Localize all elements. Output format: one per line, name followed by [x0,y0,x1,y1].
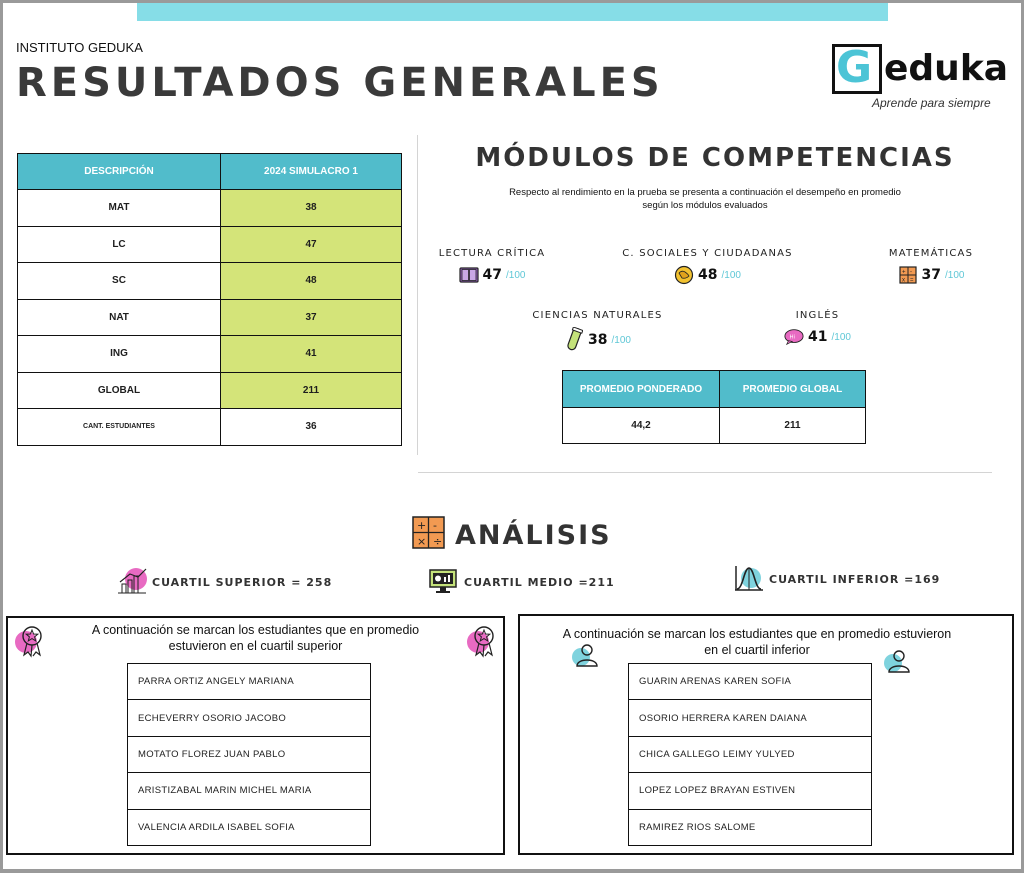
module-score-value: 38 [588,332,608,348]
test-tube-icon [564,327,584,353]
quartile-lower [733,564,940,595]
averages-table [562,370,866,444]
top-accent-bar [137,3,888,21]
table-row [629,773,872,809]
table-row [18,226,402,263]
svg-text:÷: ÷ [433,535,443,548]
module-score [610,265,805,285]
modules-description: Respecto al rendimiento en la prueba se presenta a continuación el desempeño en promedio según los módulos evaluados [509,187,901,211]
student-name: ECHEVERRY OSORIO JACOBO [128,700,371,736]
logo-word: eduka [884,48,1009,89]
column-header-global: PROMEDIO GLOBAL [720,371,866,408]
row-value: 36 [221,409,402,446]
weighted-average-value: 44,2 [563,408,720,444]
table-row [18,299,402,336]
upper-box-text: A continuación se marcan los estudiantes que en promedio estuvieron en el cuartil superior [91,623,420,653]
calculator-icon [412,516,445,554]
student-name: OSORIO HERRERA KAREN DAIANA [629,700,872,736]
table-header-row [563,371,866,408]
lower-box-text: A continuación se marcan los estudiantes que en promedio estuvieron en el cuartil inferior [562,627,952,657]
calculator-icon [898,265,918,285]
table-row [128,809,371,845]
monitor-chart-icon [428,568,460,597]
table-row [18,190,402,227]
svg-text:=: = [909,277,914,284]
table-row [128,700,371,736]
module-score [880,265,982,285]
module-matematicas [880,248,982,285]
student-name: RAMIREZ RIOS SALOME [629,809,872,845]
horizontal-divider [418,472,992,473]
upper-students-table [127,663,371,846]
module-ciencias-naturales [525,310,670,353]
globe-icon [674,265,694,285]
award-badge-icon [14,624,44,663]
row-value: 47 [221,226,402,263]
row-description: NAT [18,299,221,336]
table-header-row [18,154,402,190]
module-label: CIENCIAS NATURALES [532,310,663,321]
award-badge-icon [466,624,496,663]
user-icon [882,648,912,679]
module-score [770,327,865,347]
student-name: VALENCIA ARDILA ISABEL SOFIA [128,809,371,845]
column-header-weighted: PROMEDIO PONDERADO [563,371,720,408]
student-name: LOPEZ LOPEZ BRAYAN ESTIVEN [629,773,872,809]
module-lectura-critica [436,248,548,285]
row-description: GLOBAL [18,372,221,409]
student-name: ARISTIZABAL MARIN MICHEL MARIA [128,773,371,809]
analysis-title: ANÁLISIS [455,519,612,551]
quartile-middle [428,568,615,597]
svg-text:-: - [433,519,437,532]
student-name: PARRA ORTIZ ANGELY MARIANA [128,664,371,700]
table-row [128,736,371,772]
table-row [629,700,872,736]
module-score-value: 37 [921,267,941,283]
module-label: C. SOCIALES Y CIUDADANAS [622,248,793,259]
svg-text:×: × [417,535,427,548]
row-description: MAT [18,190,221,227]
table-row [128,664,371,700]
vertical-divider [417,135,418,455]
svg-text:x: x [901,277,905,284]
lower-students-table [628,663,872,846]
geduka-logo [832,44,1012,114]
module-score-value: 47 [482,267,502,283]
svg-text:Hi: Hi [789,334,796,341]
lower-quartile-box [518,614,1014,855]
row-value: 48 [221,263,402,300]
table-row [629,664,872,700]
svg-text:+: + [901,269,906,276]
table-row [128,773,371,809]
table-row [18,409,402,446]
module-score-max: /100 [945,269,965,281]
row-value: 41 [221,336,402,373]
row-description: ING [18,336,221,373]
table-row [563,408,866,444]
book-icon [459,265,479,285]
module-ingles [770,310,865,347]
module-score-value: 48 [698,267,718,283]
global-average-value: 211 [720,408,866,444]
bell-curve-icon [733,564,765,595]
module-score-value: 41 [808,329,828,345]
svg-text:+: + [417,519,427,532]
row-value: 38 [221,190,402,227]
svg-text:-: - [909,269,912,276]
user-icon [570,642,600,673]
table-row [629,736,872,772]
analysis-header [412,516,612,554]
quartile-upper-label: CUARTIL SUPERIOR = 258 [152,576,333,589]
module-score-max: /100 [721,269,741,281]
logo-letter: G [836,42,873,93]
table-row [18,372,402,409]
table-row [629,809,872,845]
module-label: INGLÉS [795,310,840,321]
row-description: LC [18,226,221,263]
module-score-max: /100 [611,334,631,346]
speech-bubble-icon [784,327,804,347]
module-score-max: /100 [831,331,851,343]
upper-quartile-box [6,616,505,855]
table-row [18,336,402,373]
column-header-description: DESCRIPCIÓN [18,154,221,190]
row-description: SC [18,263,221,300]
quartile-middle-label: CUARTIL MEDIO =211 [464,576,615,589]
logo-tagline: Aprende para siempre [872,96,991,110]
student-name: CHICA GALLEGO LEIMY YULYED [629,736,872,772]
results-table [17,153,402,446]
page-title: RESULTADOS GENERALES [16,60,664,106]
chart-bars-icon [116,566,148,599]
quartile-upper [116,566,332,599]
column-header-simulacro: 2024 SIMULACRO 1 [221,154,402,190]
row-value: 211 [221,372,402,409]
module-score [525,327,670,353]
student-name: GUARIN ARENAS KAREN SOFIA [629,664,872,700]
table-row [18,263,402,300]
module-label: LECTURA CRÍTICA [438,248,546,259]
module-label: MATEMÁTICAS [888,248,974,259]
modules-title: MÓDULOS DE COMPETENCIAS [475,143,955,173]
module-score [436,265,548,285]
student-name: MOTATO FLOREZ JUAN PABLO [128,736,371,772]
row-value: 37 [221,299,402,336]
quartile-lower-label: CUARTIL INFERIOR =169 [769,573,941,586]
module-score-max: /100 [506,269,526,281]
module-sociales [610,248,805,285]
row-description: CANT. ESTUDIANTES [18,409,221,446]
institution-name: INSTITUTO GEDUKA [16,40,143,55]
